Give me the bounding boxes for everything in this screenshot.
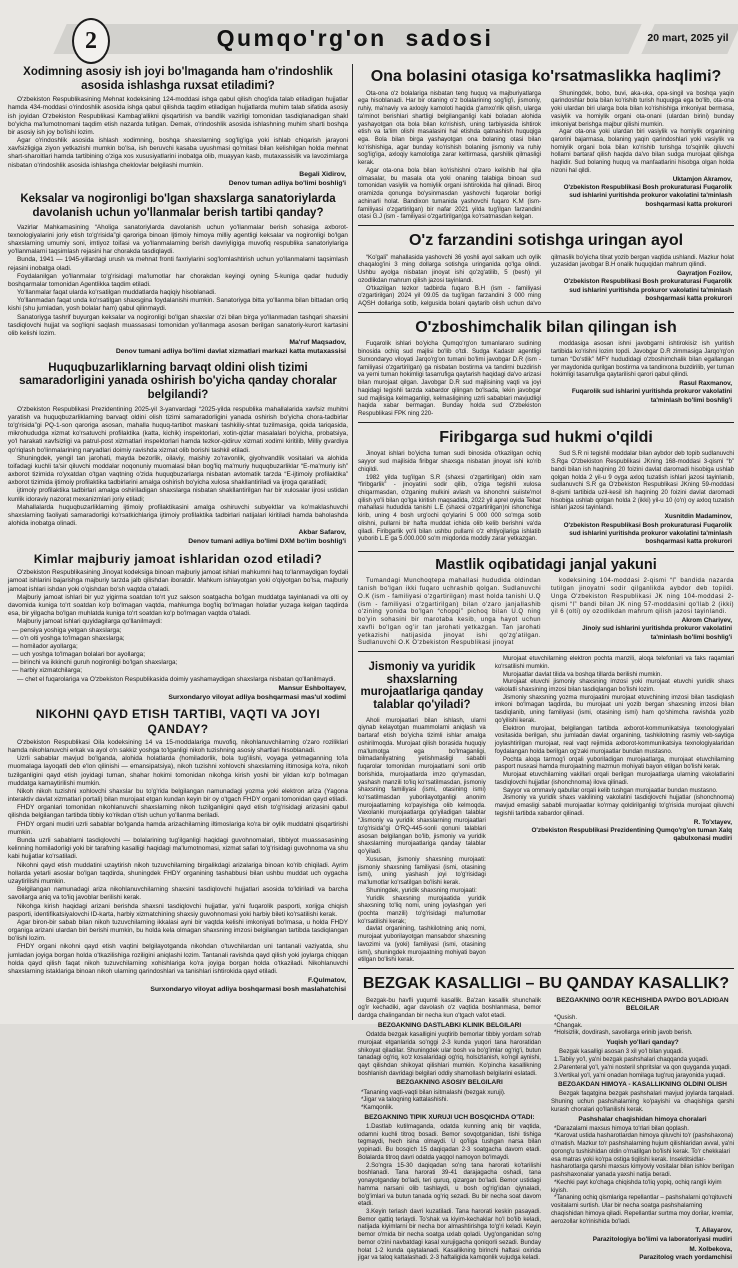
signature-role: Denov tuman adliya bo'limi boshlig'i [228,179,346,187]
signature-role: Denov tumani adliya bo'limi davlat xizmatlari markazi katta mutaxassisi [115,348,346,356]
list-item: *Kamqonlik. [361,1104,394,1112]
paragraph: Murojaatlar davlat tilida va boshqa tillarda berilishi mumkin. [502,670,663,678]
paragraph: 2.So'ngra 15-30 daqiqadan so'ng tana harorati ko'tarilishi boshlanadi. Tana harorati 39-41 darajagacha oshadi, tana yonayotganday bo'ladi, teri quruq, qizargan bo'ladi. Bemor ustidagi hamma narsani olib tashlaydi, u bosh og'rig'idan qiynaladi, bo'g'imlari va butun tanada og'riq sezadi. Bu bir necha soat davom etadi. [358,1161,541,1208]
signature [553,1246,732,1263]
paragraph: Sanatoriyga tashrif buyurgan keksalar va nogironligi bo'lgan shaxslar o'zi bilan birga yo'llanmadan tashqari shaxsini tasdiqlovchi hujjat va sog'liqni saqlash muassasasi tomonidan yo'llanmaga asosan berilgan sanatoriy-kurort kartasini olib kelishi lozim. [8,313,348,338]
signature-role: Denov tumani adliya bo'limi DXM bo'lim boshlig'i [188,538,346,546]
list-item: — homilador ayollarga; [12,642,78,650]
signature [497,819,732,844]
article-title: Mastlik oqibatidagi janjal yakuni [435,556,657,573]
left-column [8,64,348,1020]
paragraph: Murojaat etuvchilarning vakillari orqali berilgan murojaatlarga ularning vakolatlarini tasdiqlovchi hujjatlar (ishonchnoma) ilova qilinadi. [494,771,734,786]
article [358,425,734,552]
paragraph: Yo'llanmadan faqat unda ko'rsatilgan shaxsgina foydalanishi mumkin. Sanatoriyga bitta yo'llanma bilan bittadan ortiq kishi (shu jumladan, yosh bolalar ham) qabul qilinmaydi. [8,297,348,313]
paragraph: Shuningdek, yengil tan jarohati, mayda bezorlik, oilaviy, maishiy zo'ravonlik, giyohvandlik vositalari va alohida toifadagi kuchli ta'sir qiluvchi moddalar noqonuniy muomalasi bilan bog'liq ma'muriy huquqbuzarliklar “E-ma'muriy ish” axborot tizimida ro'yxatdan o'tgan vaqtning o'zida huquqbuzarlarga nisbatan avtomatik tarzda “E-ijtimoiy profilaktika” axborot tizimida ijtimoiy profilaktika tadbirlarini amalga oshirish bo'yicha xulosa shakllantiriladi va ijroga qaratiladi; [8,454,348,487]
paragraph: Murojaat etuvchi jismoniy shaxsning imzosi yoki murojaat etuvchi yuridik shaxs vakolatli shaxsining imzosi bilan tasdiqlangan bo'lishi lozim. [494,678,734,694]
signature-role: Fuqarolik sud ishlarini yuritishda prokuror vakolatini ta'minlash bo'limi boshlig'i [571,388,732,404]
paragraph: Bezgak-bu havfli yuqumli kasallik. Ba'zan kasallik shunchalik og'ir kechadiki, agar davolash o'z vaqtida boshlanmasa, bemor dardga chalingandan bir necha kun o'tgach vafot etadi. [358,996,541,1020]
signature-name: Akbar Safarov, [298,529,346,537]
article [358,315,734,423]
signature-name: R. To'xtayev, [693,818,732,826]
article [358,654,734,969]
subheading: BEZGAKNING ASOSIY BELGILARI [396,1079,503,1087]
signature [553,380,732,405]
signature-role: O'zbekiston Respublikasi Bosh prokuraturasi Fuqarolik sud ishlarini yuritishda prokuror vakolatini ta'minlash boshqarmasi katta prokurori [563,184,732,208]
paragraph: 1.Dastlab kutilmaganda, odatda kunning aniq bir vaqtida, odamni kuchli titroq bosadi. Bemor sovqotganidan, tishi tishiga tegmaydi, hech isina olmaydi. U qo'liga tushgan narsa bilan yopinadi. Bu bosqich 15 daqiqadan 2-3 soatgacha davom etadi. Bolalarda titroq davri odatda yaqqol namoyon bo'lmaydi. [358,1122,541,1161]
paragraph: Nikoh nikoh tuzishni xohlovchi shaxslar bu to'g'rida belgilangan namunadagi yozma yoki elektron ariza (Yagona interaktiv davlat xizmatlari portali) bilan murojaat etgan kundan keyin bir oy o'tgach FHDY organi tomonidan qayd etiladi. [8,787,348,804]
article-title: Jismoniy va yuridik shaxslarning murojaatlariga qanday talablar qo'yiladi? [360,661,484,711]
signature-role: Parazitologiya bo'limi va laboratoriyasi mudiri [592,1235,732,1243]
signature-role: O'zbekiston Respublikasi Prezidentining Qumqo'rg'on tuman Xalq qabulxonasi mudiri [531,826,732,843]
article [8,193,348,356]
signature [553,617,732,642]
article-title: Firibgarga sud hukmi o'qildi [439,428,653,446]
signature-name: Uktamjon Akramov, [672,175,732,183]
masthead [0,20,738,58]
signature-name: Rasul Raxmanov, [679,380,732,388]
list-item: — o'n olti yoshga to'lmagan shaxslarga; [12,634,125,642]
subheading: BEZGAKNING TIPIK XURUJI UCH BOSQICHDA O'TADI: [364,1113,535,1121]
article-body [358,340,734,417]
paragraph: Jismoniy va yuridik shaxs vakilining vakolatini tasdiqlovchi hujjatlar (ishonchnoma) mavjud emasligi sababli murojaatlar ko'rmay qoldirilganligi to'g'risida murojaat qiluvchi tegishli tartibda xabardor qilinadi. [494,794,734,817]
signature-name: Begali Xidirov, [299,170,346,178]
list-item: — chet el fuqarolariga va O'zbekiston Respublikasida doimiy yashamaydigan shaxslarga nisbatan qo'llanilmaydi. [17,675,336,683]
signature-role: Surxondaryo viloyat adliya boshqarmasi bosh maslahatchisi [150,986,346,994]
signature-name: T. Allayarov, [695,1227,732,1235]
signature [553,176,732,209]
column-divider [352,64,353,1020]
signature-name: Ma'ruf Maqsadov, [289,339,346,347]
paragraph: Xususan, jismoniy shaxsning murojaati: jismoniy shaxsning familiyasi (ismi, otasining ismi), uning yashash joyi to'g'risidagi ma'lumotlar ko'rsatilgan bo'lishi kerak. [358,855,486,887]
paragraph: FHDY organi mudiri uzrli sabablar bo'lganda hamda arizachilarning iltimoslariga ko'ra bir oylik muddatni qisqartirishi mumkin. [8,820,348,836]
article-body [358,90,734,221]
list-item: 1.Tabiiy yo'l, ya'ni bezgak pashshalari chaqqanda yuqadi. [554,1056,709,1064]
list-item: — harbiy xizmatchilarga; [12,667,82,675]
issue-number: 2 [85,27,97,54]
signature [10,685,346,703]
paragraph: Sud S.R ni tegishli moddalar bilan aybdor deb topib sudlanuvchi S.Rga O'zbekiston Respublikasi JKning 168-moddasi 3-qismi “b” bandi bilan ish haqining 20 foizini davlat daromadi hisobiga ushlab qolgan holda 2 yil-u 9 oyga axloq tuzatish ishlari jazosi tayinlanib, sudlanuvchi S.R ga O'zbekiston Respublikasi JKning 59-moddasi 8-qismi tartibida uzil-kesil ish haqining 20 foizini davlat daromadi hisobiga ushlab qolgan holda 2 (ikki) yil-u 10 (o'n) oy axloq tuzatish ishlari jazosi tayinlandi. [551,450,734,512]
article-body [358,577,734,647]
article-title: BEZGAK KASALLIGI – BU QANDAY KASALLIK? [362,975,730,993]
paragraph: O'zbekiston Respublikasining Mehnat kodeksining 124-moddasi ishga qabul qilish chog'ida talab etiladigan hujjatlar hamda 434-moddasi o'rindoshlik asosida ishga qabul qilishda taqdim etiladigan hujjatlarda muhim talab sifatida asosiy ish joyidan O'zbekiston Respublikasi Kambag'allikni qisqartirish va bandlik vazirligi tomonidan tasdiqlanadigan shakl bo'yicha ma'lumotnomani taqdim etish nazarda tutilgan. Demak, o'rindoshlik asosida ishlashning muhim sharti boshqa bir asosiy ish joy bo'lishi lozim. [8,96,348,136]
list-item: 3.Vertikal yo'l, ya'ni onadan homilaga tug'ruq jarayonida yuqadi. [554,1071,726,1079]
signature-role: O'zbekiston Respublikasi Bosh prokuraturasi Fuqarolik sud ishlarini yuritishda prokuror vakolatini ta'minlash boshqarmasi katta prokurori [563,521,732,546]
subheading: BEZGAKNING OG'IR KECHISHIDA PAYDO BO'LADIGAN BELGILAR [556,996,729,1012]
article [358,554,734,653]
article [8,707,348,994]
signature [553,1227,732,1244]
paragraph: Ota-ona o'z bolalariga nisbatan teng huquq va majburiyatlarga ega hisoblanadi. Har bir otaning o'z bolalarining sog'lig'i, jismoniy, ruhiy, ma'naviy va axloqiy kamoloti haqida g'amxo'rlik qilish, ularga ta'minot berishlari shartligi belgilanganligi kabi boladan alohida yashayotgan ota bola bilan ko'rishish, uning tarbiyasida ishtirok etish va ta'lim olishi masalasini hal etishda qatnashish huquqiga ega. Bola bilan birga yashayotgan ona bolaning otasi bilan ko'rishishiga, agar bunday ko'rishish bolaning jismoniy va ruhiy sog'lig'iga, axloqiy kamolotiga zarar keltirmasa, qarshilik qilmasligi kerak. [358,89,541,167]
paragraph: Bezgak faqatgina bezgak pashshalari mavjud joylarda tarqaladi. Shuning uchun pashshalarning ko'payishi va chaqishiga qarshi kurash choralari qo'llanilishi kerak. [551,1090,734,1113]
paragraph: Majburiy jamoat ishlari quyidagilarga qo'llanilmaydi: [17,618,163,626]
paragraph: Foydalanilgan yo'llanmalar to'g'risidagi ma'lumotlar har chorakdan keyingi oyning 5-kuniga qadar hududiy boshqarmalar tomonidan Agentlikka taqdim etiladi. [8,272,348,288]
subheading: Pashshalar chaqishidan himoya choralari [578,1115,707,1123]
paragraph: kodeksining 104-moddasi 2-qismi “l” bandida nazarda tutilgan jinoyatni sodir qilganlikda aybdor deb topildi. Unga O'zbekiston Respublikasi JK ning 104-moddasi 2-qismi “l” bandi bilan JK ning 57-moddasini qo'llab 2 (ikki) yil 6 (olti) oy ozodlikdan mahrum qilish jazosi tayinlandi. [551,577,734,616]
list-item: *Darazalarni maxsus himoya to'rlari bilan qoplash. [554,1124,689,1132]
signature [10,529,346,547]
paragraph: Jinoyat ishlari bo'yicha tuman sudi binosida o'tkazilgan ochiq sayyor sud majlisida firibgar shaxsga nisbatan jinoyat ishi ko'rib chiqildi. [358,450,541,473]
article [8,66,348,188]
list-item: — pensiya yoshiga yetgan shaxslarga; [12,626,122,634]
list-item: *Karovat ustida hasharotlardan himoya qiluvchi to'r (pashshaxona) o'rnatish. Mazkur to'r pashshalarning hujum qilishlaridan avval, ya'ni qorong'u tushishidan oldin o'rnatilgan bo'lishi kerak. To'r chekkalari esa matras yoki ko'rpa ostiga tiqilishi kerak. Insektitsidlar-hasharotlarga qarshi maxsus kimyoviy vositalar bilan ishlov berilgan pashshaxonalar yanada yaxshi natija beradi. [551,1132,735,1179]
article-title: Xodimning asosiy ish joyi bo'lmaganda ham o'rindoshlik asosida ishlashga ruxsat etiladimi? [23,66,333,92]
article-title: Kimlar majburiy jamoat ishlaridan ozod etiladi? [33,552,323,567]
paragraph: Jismoniy shaxsning yozma murojaatini murojaat etuvchining imzosi bilan tasdiqlash imkoni bo'lmagan taqdirda, bu murojaat uni yozib bergan shaxsning imzosi bilan tasdiqlanib, uning familiyasi (ismi, otasining ismi) ham qo'shimcha ravishda yozib qo'yilishi kerak. [494,693,734,724]
paragraph: Agar ota-ona bola bilan ko'rishishni o'zaro kelishib hal qila olmasalar, bu masala ota yoki onaning talabiga binoan sud tomonidan vasiylik va homiylik organi ishtirokida hal qilinadi. Biroq oramizda qonunga bo'ysinmasdan yashovchi fuqarolar borligi achinarli holat. Bandixon tumanida yashovchi fuqaro K.M (ism-familiyasi o'zgartirilgan) bir nafar 2021 yilda tug'ilgan farzandini otasi G.J (ism - familiyasi o'zgartirilgan)ga ko'rsatmasdan kelgan. [358,166,541,221]
list-item: *Kechki payt ko'chaga chiqishda to'liq yopiq, ochiq rangli kiyim kiyish. [551,1178,722,1194]
signature-role: O'zbekiston Respublikasi Bosh prokuraturasi Fuqarolik sud ishlarini yuritishda prokuror vakolatini ta'minlash boshqarmasi katta prokurori [563,278,732,303]
paragraph: Tumandagi Munchoqtepa mahallasi hududida oldindan tanish bo'lgan ikki fuqaro uchrashib qolgan. Sudlanuvchi O.K (ism - familiyasi o'zgartirilgan) mast holda tanishi U.Q (ism - familiyasi o'zgartirilgan) bilan o'zaro janjallashib o'zining yonida bo'lgan “chopqi” pichoq bilan U.Q ning bo'yin sohasini bir marotaba kesib, unga hayot uchun xavfli bo'lgan og'ir tan jarohati yetkazgan. Tan jarohati yetkazishi natijasida jinoyat ishi qo'zg'atilgan. Sudlanuvchi O.K O'zbekiston Respublikasi jinoyat [358,577,541,647]
paragraph: O'zbekiston Respublikasi Prezidentining 2025-yil 3-yanvardagi “2025-yilda respublika mahallalarida xavfsiz muhitni yaratish va huquqbuzarliklarning barvaqt oldini olish tizimi samaradorligini yanada oshirish bo'yicha chora-tadbirlar to'g'risida”gi PQ-1-son qaroriga asosan, mahalla huquq-tartibot maskani tashkiliy-shtat tuzilmasiga, qoida tariqasida, mikrohududga xizmat ko'rsatuvchi profilaktika (katta, kichik) inspektorlari, xotin-qizlar masalalari bo'yicha, probatsiya, yo'l harakati xavfsizligi va patrul-post xizmatlari inspektorlari hamda tezkor-qidiruv xizmati xodimi kiritilib, Milliy gvardiya qo'riqlash bo'linmalarining naryadlari doimiy ravishda xizmat olib borishi tashkil etiladi. [8,405,348,454]
signature-name: Akrom Chariyev, [681,617,732,625]
paragraph: FHDY organlari tomonidan nikohlanuvchi shaxslarning nikoh tuzilganligini qayd etish to'g'risidagi arizasini qabul qilishda belgilangan tartibda tibbiy ko'rikdan o'tish uchun yo'llanma beriladi. [8,804,348,820]
paragraph: 1982 yilda tug'ilgan S.R (shaxsi o'zgartirilgan) oldin xam “firibgarlik” - jinoyatini sodir qilib, o'ziga tegishli xulosa chiqarmasdan, o'zganing mulkini avlash va ishonchni suiiste'mol qilish yo'li bilan qo'lga kiritish maqsadida, 2022 yil aprel oyida Tebat mahallasi hududida tanishi L.E (shaxsi o'zgartirilgan)ni ishonchiga kirib, uning 4 bosh urg'ochi qo'ylarini 5 000 000 so'mga sotib olishni, pullarni bir hafta muddat ichida olib kelib berishni va'da qiladi. Firibgarlik yo'li bilan ushbu pullarni o'z ehtiyojlariga ishlatib yuborib L.E ga 5.000.000 so'm miqdorida moddiy zarar yetkazgan. [358,473,541,543]
paragraph: Mahallalarda huquqbuzarliklarning ijtimoiy profilaktikasini amalga oshiruvchi subyektlar va ko'maklashuvchi shaxslarning faoliyati samaradorligi ko'rsatkichlariga ijtimoiy profilaktika tadbirlari natijalari kiritiladi hamda baholashda alohida inobatga olinadi. [8,503,348,528]
paragraph: FHDY organi nikohni qayd etish vaqtini belgilayotganda nikohdan o'tuvchilardan uni tantanali vaziyatda, shu jumladan joyiga borgan holda o'tkazilishiga roziligini aniqlashi lozim. Tantanali ravishda qayd qilish yoki joylarga chiqqan holda qayd qilish faqat nikoh tuzuvchilarning xohishlariga ko'ra joyiga borgan holda o'tkaziladi. Nikohlanuvchi shaxslarning istaklariga binoan nikoh ularning qarindoshlari va tanishlari ishtirokida qayd etiladi. [8,943,348,976]
article-title: Keksalar va nogironligi bo'lgan shaxslarga sanatoriylarda davolanish uchun yo'llanmalar berish tartibi qanday? [20,193,336,220]
paragraph: Agar o'rindoshlik asosida ishlash xodimning, boshqa shaxslarning sog'lig'iga yoki ishlab chiqarish jarayoni xavfsizligiga ziyon yetkazishi mumkin bo'lsa, ish beruvchi kasaba uyushmasi qo'mitasi bilan kelishilgan holda mehnat shart-sharoitlari hamda tartibining o'ziga xos xususiyatlarini inobatga olib, muayyan kasb, mutaxassislik va lavozimlarga nisbatan o'rindoshlik asosida ishlashga cheklovlar belgilashi mumkin. [8,137,348,169]
list-item: — uch yoshga to'lmagan bolalari bor ayollarga; [12,651,146,659]
paragraph: O'tkazilgan tezkor tadbirda fuqaro B.H (ism - familiyasi o'zgartirilgan) 2024 yil 09.05 da tug'ilgan farzandini 3 000 ming AQSH dollariga sotib, kelgusida bolani qaytarib olish uchun da'vo qilmaslik bo'yicha tilxat yozib bergan vaqtida ushlandi. Mazkur holat yuzasidan javobgar B.H onalik huquqidan mahrum qilindi. [358,253,734,308]
paragraph: Majburiy jamoat ishlari bir yuz yigirma soatdan to'rt yuz sakson soatgacha bo'lgan muddatga tayinlanadi va olti oy davomida kuniga to'rt soatdan ko'p bo'lmagan vaqtda, mahkumga bog'liq bo'lmagan holatlar yuzaga kelgan taqdirda esa, bir yilgacha bo'lgan muhlatda kuniga to'rt soatdan ko'p bo'lmagan vaqtda o'taladi. [8,593,348,618]
list-item: 2.Parenteral yo'l, ya'ni nosteril shpritslar va qon quyganda yuqadi. [554,1063,732,1071]
article-left-subcolumn [358,655,486,964]
list-item: *Changak. [554,1021,583,1029]
article-body [358,254,734,308]
paragraph: 3.Keyin terlash davri kuzatiladi. Tana harorati keskin pasayadi. Bemor qattiq terlaydi. To'shak va kiyim-kechaklar ho'l bo'lib keladi, natijada kiyimlarni bir necha bor almashtirishga to'g'ri keladi. Keyin bemor o'rnida bir necha soatga uxlab qoladi. Uyg'onganidan so'ng bemor o'zini navbatdagi kasal xurujigacha qoniqorli sezadi. Bunday holat 1-2 kunda qaytalanadi. Kasallikning birinchi haftasi oxirida jigar va taloq kattalashadi. 2-3 haftaligida kamqonlik vujudga keladi. [358,1208,541,1262]
signature [10,339,346,357]
article [358,971,734,1268]
article-title: O'z farzandini sotishga uringan ayol [408,232,684,250]
paragraph: Fuqarolik ishlari bo'yicha Qumqo'rg'on tumanlararo sudining binosida ochiq sud majlisi bo'lib o'tdi. Sudga Kadastr agentligi Surxondaryo viloyati Jarqo'rg'on tumani bo'limi javobgar D.R (ism - familiyasi o'zgartirilgan) ga nisbatan bostirma va tandirni buzdirish va yerni tuman hokimligi tasarrufiga qaytarish haqidagi da'vo arizasi bilan murojaat qilgan. Javobgar D.R sud majlisining vaqti va joyi haqidagi tegishli tarzda xabardor qilingan bo'lsada, lekin javobgar sud majlisiga kelmaganligi, kelmasligining uzrli sabablari mavjudligi haqida xabar bermagan. Bunday holda sud O'zbekiston Respublikasi FPK ning 220- [358,340,541,418]
signature [10,977,346,995]
paragraph: Shuningdek, yuridik shaxsning murojaati: [366,886,477,894]
paragraph: Bezgak kasalligi asosan 3 xil yo'l bilan yuqadi. [559,1048,684,1056]
article-body [358,997,734,1265]
article [8,552,348,702]
article-title: NIKOHNI QAYD ETISH TARTIBI, VAQTI VA JOYI QANDAY? [35,707,321,736]
signature [553,270,732,303]
list-item: *Qusish. [554,1013,578,1021]
article-title: Ona bolasini otasiga ko'rsatmaslikka haqlimi? [370,68,722,85]
paragraph: Nikohni qayd etish muddatini uzaytirish nikoh tuzuvchilarning birgalikdagi arizalariga binoan ko'rib chiqiladi. Ayrim hollarda yetarli asoslar bo'lgan taqdirda, shuningdek FHDY organining tashabbusi bilan ushbu muddat uch oygacha uzaytirilishi mumkin. [8,861,348,885]
subheading: BEZGAKDAN HIMOYA - KASALLIKNING OLDINI OLISH [558,1081,727,1089]
paragraph: Aholi murojaatlari bilan ishlash, ularni qiynab kelayotgan muammolarni aniqlash va bartaraf etish bo'yicha tizimli ishlar amalga oshirilmoqda. Murojaat qilish borasida huquqiy ma'lumotga ega bo'lmaganligi, bilmadanliyatning yetishmasligi sababli fuqarolar tomonidan murojaatlarni soni ortib borishida, murojaatlarda imzo qo'ymasdan, yashash manzili to'liq ko'rsatilmasdan, jismoniy shaxsning familiyasi (ismi, otasining ismi) ko'rsatilmasdan yuborilayotganligi anonim murojaatlarning ko'payishiga olib kelmoqda. Vaxolanki murojaatlarga qo'yiladigan talablar “Jismoniy va yuridik shaxslarning murojaatlari to'g'risida”gi O'RQ-445-sonli qonuni talablari asosan belgilangan bo'lib, jismoniy va yuridik shaxslarning murojaatlariga qanday talablar qo'yiladi. [358,716,486,856]
signature [553,513,732,546]
paragraph: O'zbekiston Respublikasi Oila kodeksining 14 va 15-moddalariga muvofiq, nikohlanuvchilarning o'zaro roziliklari hamda nikohlanuvchi erkak va ayol o'n sakkiz yoshga to'lganligi nikoh tuzishning asosiy shartlari hisoblanadi. [8,738,348,754]
list-item: *Tananing ochiq qismlariga repellantlar – pashshalarni qo'rqituvchi vositalarni surtish. Ular bir necha soatga pashshalarning chaqishidan himoya qiladi. Repellantlar surtma moy dorilar, kremlar, aerozollar ko'rinishida bo'ladi. [551,1194,734,1225]
paragraph: Uzrli sabablar mavjud bo'lganda, alohida holatlarda (homiladorlik, bola tug'ilishi, voyaga yetmaganning to'la muomalaga layoqatli deb e'lon qilinishi — emansipatsiya), nikoh tuzishni xohlovchi shaxslarning iltimosiga ko'ra, nikoh tuzilganligini qayd etish joyidagi tuman, shahar hokimi tomonidan nikohga kirish yoshi bir yildan ko'p bo'lmagan muddatga kamaytirilishi mumkin. [8,755,348,787]
issue-number-badge [72,18,110,64]
page-content [8,64,735,1262]
paragraph: Nikohga kirish haqidagi arizani berishda shaxsni tasdiqlovchi hujjatlar, ya'ni fuqarolik pasporti, xorijga chiqish pasporti, identifikatsiyalovchi ID-karta, harbiy xizmatchining shaxsiy guvohnomasi yoki harbiy bileti ko'rsatilishi kerak. [8,902,348,918]
paragraph: Agar biron-bir sabab bilan nikoh tuzuvchilarning ikkalasi ayni bir vaqtda kelishi imkoniyati bo'lmasa, u holda FHDY organiga arizani ulardan biri berishi mumkin, bu holda kela olmagan shaxsning imzosi belgilangan tartibda tasdiqlangan bo'lishi lozim. [8,918,348,943]
paragraph: Agar ota-ona yoki ulardan biri vasiylik va homiylik organining qarorini bajarmasa, bolaning yaqin qarindoshlari yoki vasiylik va homiylik organi bola bilan ko'rishib turishga to'sqinlik qiluvchi hollarni bartaraf qilish haqida da'vo bilan sudga murojaat qilishga haqlidir. Sud bolaning huquq va manfaatlarini hisobga olgan holda nizoni hal qildi. [551,128,734,174]
paragraph: Pochta aloqa tarmog'i orqali yuboriladigan murojaatlarga, murojaat etuvchilarning pasport nusxasi hamda murojaatning mazmun mohiyati bayon etilgan bo'lishi kerak. [494,755,734,771]
signature-role: Surxondaryo viloyat adliya boshqarmasi mas'ul xodimi [168,693,346,701]
signature-name: Mansur Eshboltayev, [278,684,346,692]
paragraph: Yuridik shaxsning murojaatida yuridik shaxsning to'liq nomi, uning joylashgan yeri (pochta manzili) to'g'risidagi ma'lumotlar ko'rsatilishi kerak; [358,894,486,925]
signature [10,171,346,189]
subheading: Yuqish yo'llari qanday? [606,1039,679,1047]
signature-role: Parazitolog vrach yordamchisi [639,1254,732,1262]
paragraph: Belgilangan namunadagi ariza nikohlanuvchilarning shaxsini tasdiqlovchi hujjatlari asosida to'ldiriladi va barcha savollarga aniq va to'liq javoblar berilishi kerak. [8,886,348,902]
paragraph: Sayyor va ommaviy qabullar orqali kelib tushgan murojaatlar bundan mustasno. [502,786,718,794]
list-item: — birinchi va ikkinchi guruh nogironligi bo'lgan shaxslarga; [12,659,178,667]
signature-name: M. Xolbekova, [689,1245,732,1253]
newspaper-title: Qumqo'rg'on sadosi [216,25,494,51]
paragraph: Elektron murojaat, belgilangan tartibda axborot-kommunikatsiya texnologiyalari vositasida berilgan, shu jumladan davlat organining, tashkilotning rasmiy veb-saytiga joylashtirilgan murojaat, real vaqt rejimida axborot-kommunikatsiya texnologiyalaridan foydalangan holda berilgan og'zaki murojaatlar bundan mustasno. [494,724,734,755]
paragraph: “Ko'gali” mahallasida yashovchi 36 yoshli ayol salkam uch oylik chaqalog'ini 3 ming dollarga sotishga uringanida qo'lga olindi. Ushbu ayolga nisbatan jinoyat ishi qo'zg'atilib, 5 (besh) yil ozodlikdan mahrum qilish jazosi tayinlandi. [358,253,541,284]
signature-name: F.Qulmatov, [307,977,346,985]
signature-name: Gayratjon Fozilov, [677,270,732,278]
list-item: *Jigar va taloqning kattalashishi. [361,1096,449,1104]
subheading: BEZGAKNING DASTLABKI KLINIK BELGILARI [377,1021,522,1029]
paragraph: Bunda, 1941 — 1945-yillardagi urush va mehnat fronti faxriylarini sog'lomlashtirish uchun yo'llanmalarni taqsimlash rejasini inobatga oladi. [8,256,348,272]
paragraph: Yo'llanmalar faqat ularda ko'rsatilgan muddatlarda haqiqiy hisoblanadi. [17,289,217,297]
paragraph: ijtimoiy profilaktika tadbirlari amalga oshiriladigan shaxslarga nisbatan shakllantirilgan har bir xulosalar ijrosi ustidan kunlik idoraviy nazorat mexanizmlari joriy etiladi; [8,487,348,503]
article-body [358,655,734,964]
article [358,64,734,226]
paragraph: Odatda bezgak kasalligini yuqtirib bemorlar tibbiy yordam so'rab murojaat etganlarida so'nggi 2-3 kunda yuqori tana haroratidan shikoyat qiladilar. Shuningdek ular bosh va bo'g'imlar og'rig'i, butun tanadagi og'riq, ko'z kosalaridagi og'riq, holsizlanish, ko'ngil aynishi, qayt qilishdan shikoyat qilishlari mumkin. Ko'pincha kasallikning boshlanish davridagi belgilari oddiy shamollash belgilarini eslatadi. [358,1031,541,1077]
article [358,228,734,313]
list-item: *Tananing vaqti-vaqti bilan isitmalashi (bezgak xuruji). [361,1088,506,1096]
paragraph: moddasiga asosan ishni javobgarni ishtirokisiz ish yuritish tartibida ko'rishni lozim topdi. Javobgar D.R zimmasiga Jarqo'rg'on tuman “Do'stlik” MFY hududidagi o'zboshimchalik bilan egallangan yer maydonida qurilgan bostirma va tandirxona buzdirilib, yer tuman hokimligi tasarrufiga qaytarilishi qarori qabul qilindi. [551,340,734,379]
paragraph: Vazirlar Mahkamasining “Aholiga sanatoriylarda davolanish uchun yo'llanmalar berish sohasiga axborot-texnologiyalarini joriy etish to'g'risida”gi qaroriga binoan Ijtimoiy himoya milliy agentligi keksalar va nogironligi bo'lgan shaxslarning umumiy soni, imtiyoz toifasi va yo'llanmalarning berish davriyligiga muvofiq respublika sanatoriylariga yo'llanmalarni taqsimlash rejasini har chorakda tasdiqlaydi. [8,223,348,256]
article-right-subcolumn [495,655,734,964]
article-title: Huquqbuzarliklarning barvaqt oldini olish tizimi samaradorligini yanada oshirish bo'yicha qanday choralar belgilandi? [19,361,337,401]
right-column [358,64,735,1262]
list-item: *Holsizlik, dovdirash, savollarga erinib javob berish. [554,1029,693,1037]
paragraph: Murojaat etuvchilarning elektron pochta manzili, aloqa telefonlari va faks raqamlari ko'rsatilishi mumkin. [494,655,734,670]
article-title: O'zboshimchalik bilan qilingan ish [415,318,677,336]
article-body [358,450,734,546]
article [8,362,348,547]
signature-role: Jinoiy sud ishlarini yuritishda prokuror vakolatini ta'minlash bo'limi boshlig'i [582,625,732,641]
paragraph: Bunda uzrli sabablarni tasdiqlovchi — bolalarining tug'ilganligi haqidagi guvohnomalari, tibbiyot muassasasining kelinning homiladorligi yoki bir tarafning kasalligi haqidagi ma'lumotnomasi, xizmat safari to'g'risidagi guvohnoma va shu kabi hujjatlar ko'rsatiladi. [8,837,348,861]
issue-date: 20 mart, 2025 yil [647,32,729,44]
paragraph: O'zbekiston Respublikasining Jinoyat kodeksiga binoan majburiy jamoat ishlari mahkumni haq to'lanmaydigan foydali jamoat ishlarini bajarishga majburiy tarzda jalb qilishdan iboratdir. Mahkum ishlayotgan yoki o'qiyotgan bo'lsa, majburiy jamoat ishlari ishdan yoki o'qishdan bo'sh vaqtda o'taladi. [8,569,348,593]
paragraph: davlat organining, tashkilotning aniq nomi, murojaat yuborilayotgan mansabdor shaxsning lavozimi va (yoki) familiyasi (ismi, otasining ismi), shuningdek murojaatning mohiyati bayon etilgan bo'lishi kerak. [358,925,486,964]
signature-name: Xusnitdin Madaminov, [664,513,732,521]
paragraph: Shuningdek, bobo, buvi, aka-uka, opa-singil va boshqa yaqin qarindoshlar bola bilan ko'rishib turish huquqiga ega bo'lib, ota-ona yoki ulardan biri ularga bola bilan ko'rishishiga imkoniyat bermasa, vasiylik va homiylik organi ota-onani (ulardan birini) bunday imkoniyat berishga majbur qilishi mumkin. [551,89,734,128]
